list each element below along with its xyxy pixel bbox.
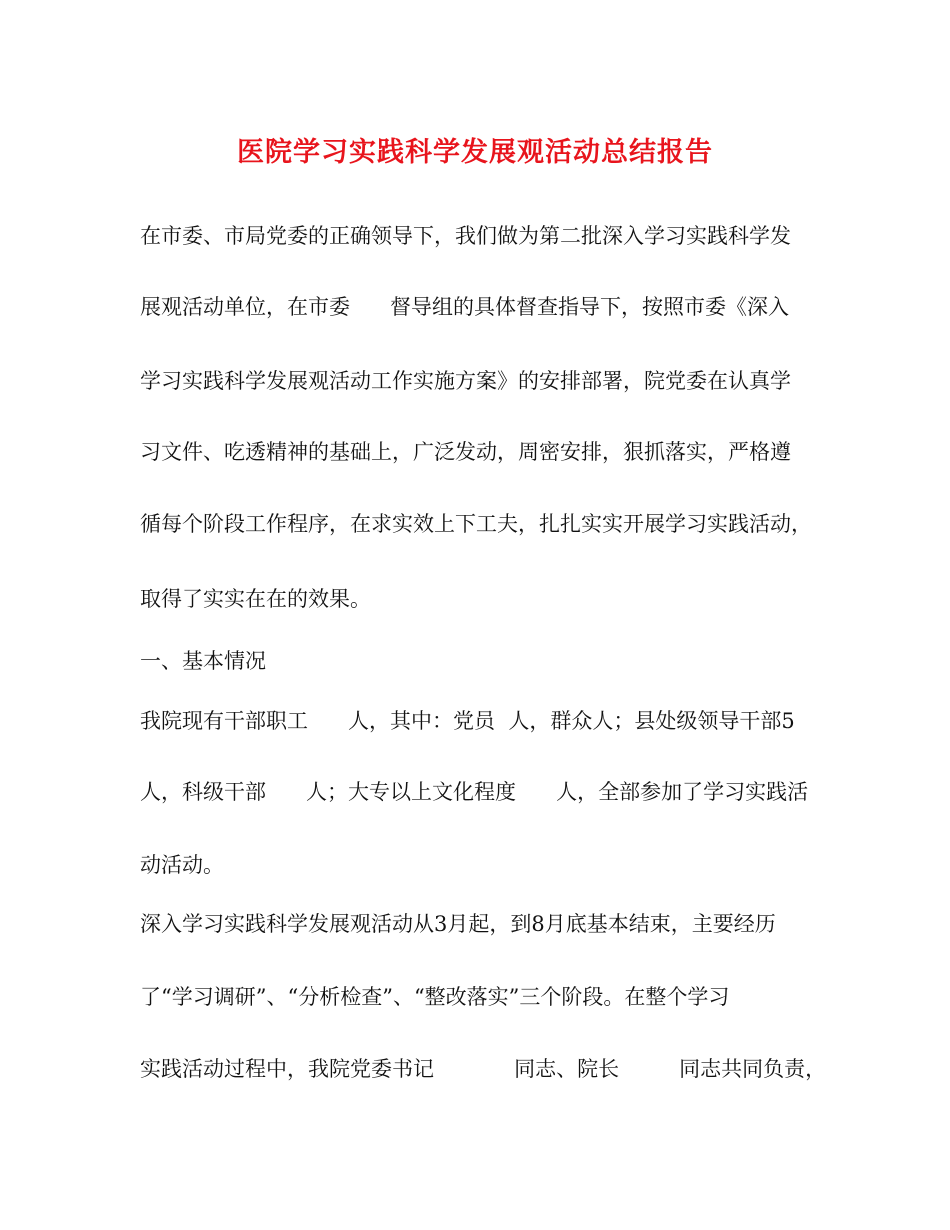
paragraph-line: 习文件、吃透精神的基础上，广泛发动，周密安排，狠抓落实，严格遵 bbox=[140, 440, 791, 464]
paragraph-line: 人，科级干部 人；大专以上文化程度 人，全部参加了学习实践活 bbox=[140, 780, 809, 804]
paragraph-line: 深入学习实践科学发展观活动从3月起，到8月底基本结束，主要经历 bbox=[140, 912, 776, 936]
paragraph-line: 展观活动单位，在市委 督导组的具体督查指导下，按照市委《深入 bbox=[140, 295, 790, 319]
paragraph-line: 学习实践科学发展观活动工作实施方案》的安排部署，院党委在认真学 bbox=[140, 369, 791, 393]
document-title: 医院学习实践科学发展观活动总结报告 bbox=[237, 137, 713, 168]
paragraph-line: 循每个阶段工作程序，在求实效上下工夫，扎扎实实开展学习实践活动， bbox=[140, 512, 812, 536]
paragraph-line: 在市委、市局党委的正确领导下，我们做为第二批深入学习实践科学发 bbox=[140, 224, 791, 248]
paragraph-line: 了“学习调研”、“分析检查”、“整改落实”三个阶段。在整个学习 bbox=[140, 985, 730, 1009]
paragraph-line: 实践活动过程中，我院党委书记 同志、院长 同志共同负责， bbox=[140, 1057, 827, 1081]
paragraph-line: 我院现有干部职工 人，其中：党员 人，群众人；县处级领导干部5 bbox=[140, 709, 795, 733]
paragraph-line: 动活动。 bbox=[140, 853, 224, 877]
section-heading: 一、基本情况 bbox=[140, 649, 266, 673]
paragraph-line: 取得了实实在在的效果。 bbox=[140, 587, 371, 611]
